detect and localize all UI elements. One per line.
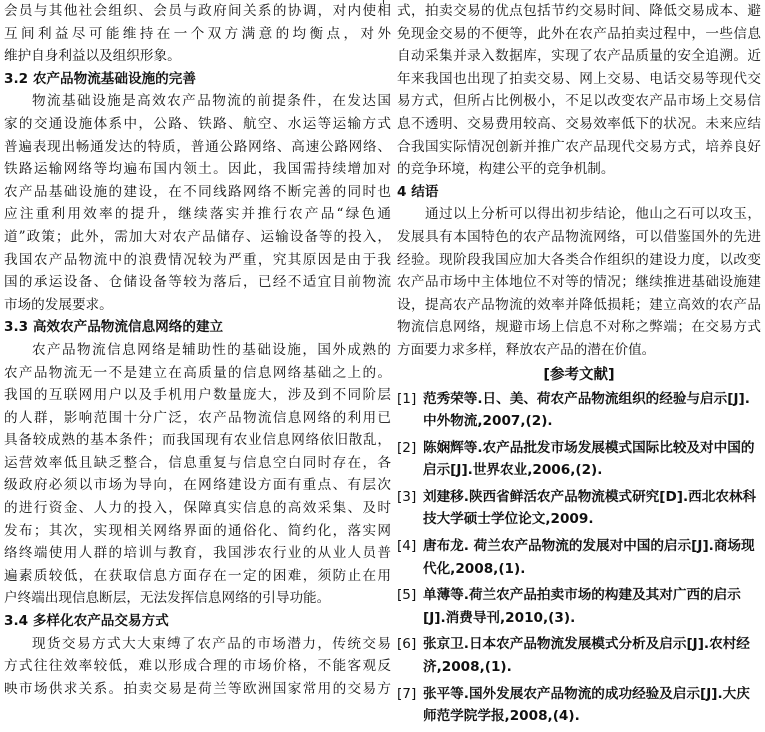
section-heading-3-4: 3.4 多样化农产品交易方式 — [4, 613, 169, 630]
text-line: 互间利益尽可能维持在一个双方满意的均衡点，对外 — [4, 25, 391, 42]
text-line: 户终端出现信息断层，无法发挥信息网络的引导功能。 — [4, 590, 331, 607]
text-line: 维护自身利益以及组织形象。 — [4, 48, 181, 65]
section-heading-3-2: 3.2 农产品物流基础设施的完善 — [4, 70, 196, 87]
text-line: 铁路运输网络等均遍布国内领土。因此，我国需持续增加对 — [4, 161, 391, 178]
text-line: 映市场供求关系。拍卖交易是荷兰等欧洲国家常用的交易方 — [4, 680, 391, 697]
reference-item — [397, 633, 761, 678]
reference-text: 唐布龙. 荷兰农产品物流的发展对中国的启示[J].商场现代化,2008,(1). — [423, 538, 755, 577]
text-line: 自动采集并录入数据库，实现了农产品质量的安全追溯。近 — [397, 48, 761, 65]
text-line: 的竞争环境，构建公平的竞争机制。 — [397, 161, 615, 178]
reference-text: 单薄等.荷兰农产品拍卖市场的构建及其对广西的启示[J].消费导刊,2010,(3). — [423, 587, 741, 626]
reference-item — [397, 584, 761, 629]
reference-item — [397, 683, 761, 728]
reference-text: 张平等.国外发展农产品物流的成功经验及启示[J].大庆师范学院学报,2008,(4). — [423, 685, 750, 725]
text-line: 易方式，但所占比例极小，不足以改变农产品市场上交易信 — [397, 93, 761, 110]
text-line: 应注重利用效率的提升，继续落实并推行农产品“绿色通 — [4, 206, 391, 223]
reference-text: 范秀荣等.日、美、荷农产品物流组织的经验与启示[J].中外物流,2007,(2). — [423, 390, 750, 430]
text-line: 方式往往效率较低，难以形成合理的市场价格，不能客观反 — [4, 658, 391, 675]
text-line: 国的承运设备、仓储设备等较为落后，已经不适宜目前物流 — [4, 274, 391, 291]
text-line: 我国的互联网用户以及手机用户数量庞大，涉及到不同阶层 — [4, 387, 391, 404]
text-line: 物流信息网络，规避市场上信息不对称之弊端；在交易方式 — [397, 319, 761, 336]
text-line: 年来我国也出现了拍卖交易、网上交易、电话交易等现代交 — [397, 70, 761, 87]
reference-number: [1] — [397, 390, 417, 407]
text-line: 发展具有本国特色的农产品物流网络，可以借鉴国外的先进 — [397, 228, 761, 245]
text-line: 的进行资金、人力的投入，保障真实信息的高效采集、及时 — [4, 500, 391, 517]
text-line: 现货交易方式大大束缚了农产品的市场潜力，传统交易 — [32, 635, 391, 652]
text-line: 家的交通设施体系中，公路、铁路、航空、水运等运输方式 — [4, 115, 391, 132]
text-line: 息不透明、交易费用较高、交易效率低下的状况。未来应结 — [397, 115, 761, 132]
text-line: 通过以上分析可以得出初步结论，他山之石可以攻玉， — [425, 206, 761, 223]
text-line: 发布；其次，实现相关网络界面的通俗化、简约化，落实网 — [4, 522, 391, 539]
reference-item — [397, 486, 761, 531]
reference-item — [397, 388, 761, 433]
text-line: 农产品物流信息网络是辅助性的基础设施，国外成熟的 — [32, 341, 391, 358]
left-column — [4, 0, 391, 700]
text-line: 经验。现阶段我国应加大各类合作组织的建设力度，以改变 — [397, 251, 761, 268]
reference-number: [4] — [397, 538, 417, 555]
reference-text: 陈娴辉等.农产品批发市场发展模式国际比较及对中国的启示[J].世界农业,2006,(2). — [423, 439, 755, 479]
text-line: 免现金交易的不便等，此外在农产品拍卖过程中，一些信息 — [397, 25, 761, 42]
text-line: 设，提高农产品物流的效率并降低损耗；建立高效的农产品 — [397, 296, 761, 313]
references-title: [参考文献] — [543, 366, 615, 383]
text-line: 普遍表现出畅通发达的特质，普通公路网络、高速公路网络、 — [4, 138, 391, 155]
text-line: 物流基础设施是高效农产品物流的前提条件，在发达国 — [32, 93, 391, 110]
reference-text: 刘建移.陕西省鲜活农产品物流模式研究[D].西北农林科技大学硕士学位论文,2009. — [423, 488, 757, 528]
reference-number: [6] — [397, 636, 417, 653]
reference-text: 张京卫.日本农产品物流发展模式分析及启示[J].农村经济,2008,(1). — [423, 636, 750, 676]
section-heading-4: 4 结语 — [397, 183, 439, 200]
reference-number: [2] — [397, 439, 417, 456]
text-line: 级政府必须以市场为导向，在网络建设方面有重点、有层次 — [4, 477, 391, 494]
text-line: 遍素质较低，在获取信息方面存在一定的困难，须防止在用 — [4, 567, 391, 584]
text-line: 运营效率低且缺乏整合，信息重复与信息空白同时存在，各 — [4, 454, 391, 471]
text-line: 式，拍卖交易的优点包括节约交易时间、降低交易成本、避 — [397, 3, 761, 19]
text-line: 农产品基础设施的建设，在不同线路网络不断完善的同时也 — [4, 183, 391, 200]
text-line: 具备较成熟的基本条件；而我国现有农业信息网络依旧散乱， — [4, 432, 391, 449]
reference-number: [3] — [397, 488, 417, 505]
reference-item — [397, 535, 761, 580]
reference-number: [7] — [397, 685, 417, 702]
text-line: 农产品物流无一不是建立在高质量的信息网络基础之上的。 — [4, 364, 391, 381]
text-line: 道”政策；此外，需加大对农产品储存、运输设备等的投入， — [4, 228, 391, 245]
section-heading-3-3: 3.3 高效农产品物流信息网络的建立 — [4, 319, 224, 336]
text-line: 市场的发展要求。 — [4, 296, 113, 313]
reference-item — [397, 437, 761, 482]
reference-number: [5] — [397, 587, 417, 604]
text-line: 会员与其他社会组织、会员与政府间关系的协调，对内使相 — [4, 3, 391, 19]
text-line: 方面要力求多样，释放农产品的潜在价值。 — [397, 341, 656, 358]
text-line: 合我国实际情况创新并推广农产品现代交易方式，培养良好 — [397, 138, 761, 155]
right-column — [397, 0, 761, 732]
text-line: 我国农产品物流中的浪费情况较为严重，究其原因是由于我 — [4, 251, 391, 268]
text-line: 络终端使用人群的培训与教育，我国涉农行业的从业人员普 — [4, 545, 391, 562]
text-line: 农产品市场中主体地位不对等的情况；继续推进基础设施建 — [397, 274, 761, 291]
text-line: 的人群，影响范围十分广泛，农产品物流信息网络的利用已 — [4, 409, 391, 426]
